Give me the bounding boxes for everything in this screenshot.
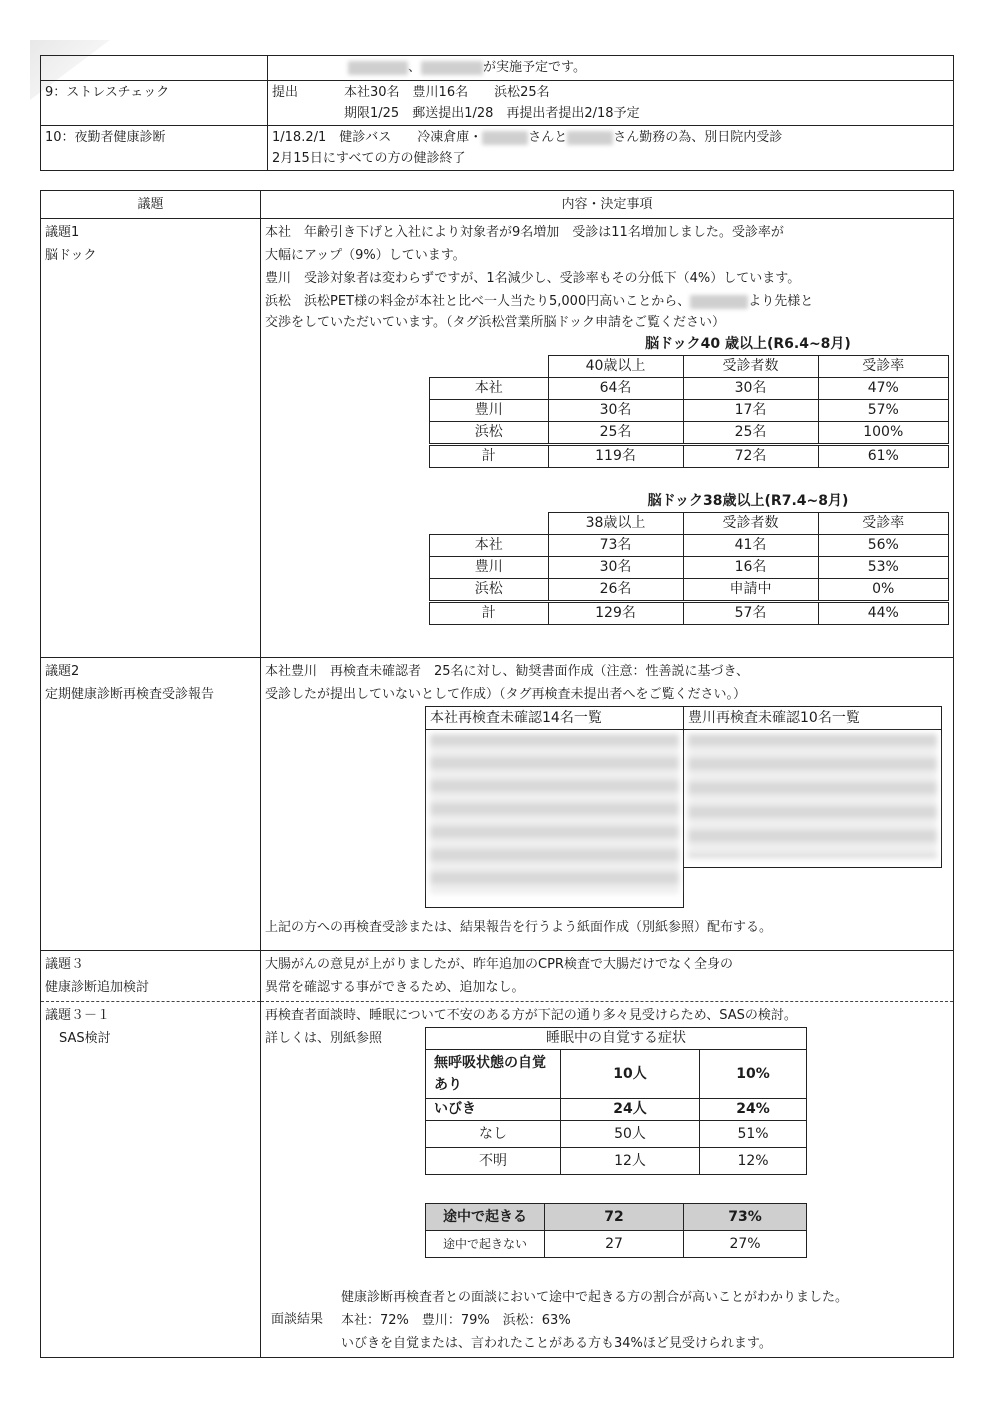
table-row: 本社 64名 30名 47% bbox=[430, 378, 949, 400]
symptom-header: 睡眠中の自覚する症状 bbox=[426, 1028, 807, 1050]
agenda-item-3 bbox=[41, 951, 954, 1002]
table-row: なし 50人 51% bbox=[426, 1121, 807, 1148]
item1-number: 議題1 bbox=[45, 225, 80, 240]
redacted-names-block bbox=[684, 730, 941, 862]
col-header: 38歳以上 bbox=[548, 513, 683, 535]
header-content: 内容・決定事項 bbox=[261, 191, 954, 219]
brain-dock-40-caption: 脳ドック40 歳以上(R6.4~8月) bbox=[645, 336, 851, 352]
col-header: 受診率 bbox=[818, 356, 949, 378]
toyokawa-list-title: 豊川再検査未確認10名一覧 bbox=[684, 707, 941, 730]
table-row: 途中で起きない 27 27% bbox=[426, 1231, 807, 1258]
sleep-symptom-table bbox=[425, 1027, 807, 1175]
result-text: 健康診断再検査者との面談において途中で起きる方の割合が高いことがわかりました。 本社：72% 豊川：79% 浜松：63% いびきを自覚または、言われたことがある方も34%ほど見受けられます。 bbox=[341, 1290, 849, 1351]
item31-number: 議題３－１ bbox=[45, 1008, 111, 1023]
brain-dock-40-table bbox=[429, 355, 949, 468]
result-label: 面談結果 bbox=[271, 1312, 324, 1327]
redacted-name bbox=[348, 61, 408, 75]
item1-line: 豊川 受診対象者は変わらずですが、1名減少し、受診率もその分低下（4%）しています。 bbox=[265, 271, 801, 286]
agenda-item-2 bbox=[41, 658, 954, 951]
col-header: 受診者数 bbox=[683, 356, 818, 378]
honsha-recheck-list bbox=[425, 706, 684, 908]
agenda-item-1 bbox=[41, 219, 954, 658]
table-row-total: 計 129名 57名 44% bbox=[430, 602, 949, 625]
table-row-total: 計 119名 72名 61% bbox=[430, 445, 949, 468]
table-row: 浜松 25名 25名 100% bbox=[430, 422, 949, 445]
row-continuation bbox=[41, 56, 954, 81]
agenda-table bbox=[40, 190, 954, 1358]
table-row: 不明 12人 12% bbox=[426, 1148, 807, 1175]
col-header: 40歳以上 bbox=[548, 356, 683, 378]
item2-title: 定期健康診断再検査受診報告 bbox=[45, 687, 215, 702]
item1-title: 脳ドック bbox=[45, 248, 97, 263]
redacted-name bbox=[421, 61, 483, 75]
table-row: 豊川 30名 17名 57% bbox=[430, 400, 949, 422]
table-row: 無呼吸状態の自覚あり 10人 10% bbox=[426, 1050, 807, 1099]
redacted-name bbox=[690, 295, 748, 309]
agenda-item-3-1 bbox=[41, 1002, 954, 1358]
brain-dock-40-table-wrap bbox=[429, 333, 949, 625]
table-row: 浜松 26名 申請中 0% bbox=[430, 579, 949, 602]
item1-line: 交渉をしていただいています。（タグ浜松営業所脳ドック申請をご覧ください） bbox=[265, 315, 725, 330]
continuation-text: 、 が実施予定です。 bbox=[268, 56, 954, 81]
recheck-lists bbox=[425, 706, 949, 916]
header-agenda: 議題 bbox=[41, 191, 261, 219]
item3-title: 健康診断追加検討 bbox=[45, 980, 150, 995]
stress-content: 提出 本社30名 豊川16名 浜松25名 期限1/25 郵送提出1/28 再提出者提出2/18予定 bbox=[268, 81, 954, 126]
item3-number: 議題３ bbox=[45, 957, 85, 972]
night-label: 10：夜勤者健康診断 bbox=[41, 126, 268, 171]
row-stress-check bbox=[41, 81, 954, 126]
item2-footer: 上記の方への再検査受診または、結果報告を行うよう紙面作成（別紙参照）配布する。 bbox=[265, 920, 773, 935]
previous-items-table bbox=[40, 55, 954, 171]
brain-dock-38-caption: 脳ドック38歳以上(R7.4~8月) bbox=[647, 493, 849, 509]
item1-line: 大幅にアップ（9%）しています。 bbox=[265, 248, 466, 263]
redacted-name bbox=[482, 131, 528, 145]
item2-line: 受診したが提出していないとして作成）（タグ再検査未提出者へをご覧ください。） bbox=[265, 687, 747, 702]
item2-number: 議題2 bbox=[45, 664, 80, 679]
item3-line: 異常を確認する事ができるため、追加なし。 bbox=[265, 980, 525, 995]
item2-line: 本社豊川 再検査未確認者 25名に対し、勧奨書面作成（注意：性善説に基づき、 bbox=[265, 664, 750, 679]
item31-title: SAS検討 bbox=[59, 1031, 111, 1046]
table-row: いびき 24人 24% bbox=[426, 1099, 807, 1121]
col-header: 受診者数 bbox=[683, 513, 818, 535]
toyokawa-recheck-list bbox=[684, 706, 942, 868]
brain-dock-38-table bbox=[429, 512, 949, 625]
sleep-symptom-tables bbox=[425, 1027, 807, 1258]
honsha-list-title: 本社再検査未確認14名一覧 bbox=[426, 707, 683, 730]
item1-line: 浜松 浜松PET様の料金が本社と比べ一人当たり5,000円高いことから、 より先様と bbox=[265, 294, 814, 309]
item31-note: 詳しくは、別紙参照 bbox=[265, 1031, 383, 1046]
table-row: 途中で起きる 72 73% bbox=[426, 1204, 807, 1231]
stress-label: 9：ストレスチェック bbox=[41, 81, 268, 126]
item31-line: 再検査者面談時、睡眠について不安のある方が下記の通り多々見受けらため、SASの検討。 bbox=[265, 1008, 797, 1023]
item1-line: 本社 年齢引き下げと入社により対象者が9名増加 受診は11名増加しました。受診率が bbox=[265, 225, 784, 240]
table-row: 本社 73名 41名 56% bbox=[430, 535, 949, 557]
redacted-names-block bbox=[426, 730, 683, 898]
table-row: 豊川 30名 16名 53% bbox=[430, 557, 949, 579]
wake-up-table bbox=[425, 1203, 807, 1258]
night-content: 1/18.2/1 健診バス 冷凍倉庫・ さんと さん勤務の為、別日院内受診 2月15日にすべての方の健診終了 bbox=[268, 126, 954, 171]
row-night-shift bbox=[41, 126, 954, 171]
redacted-name bbox=[567, 131, 613, 145]
item3-line: 大腸がんの意見が上がりましたが、昨年追加のCPR検査で大腸だけでなく全身の bbox=[265, 957, 733, 972]
col-header: 受診率 bbox=[818, 513, 949, 535]
